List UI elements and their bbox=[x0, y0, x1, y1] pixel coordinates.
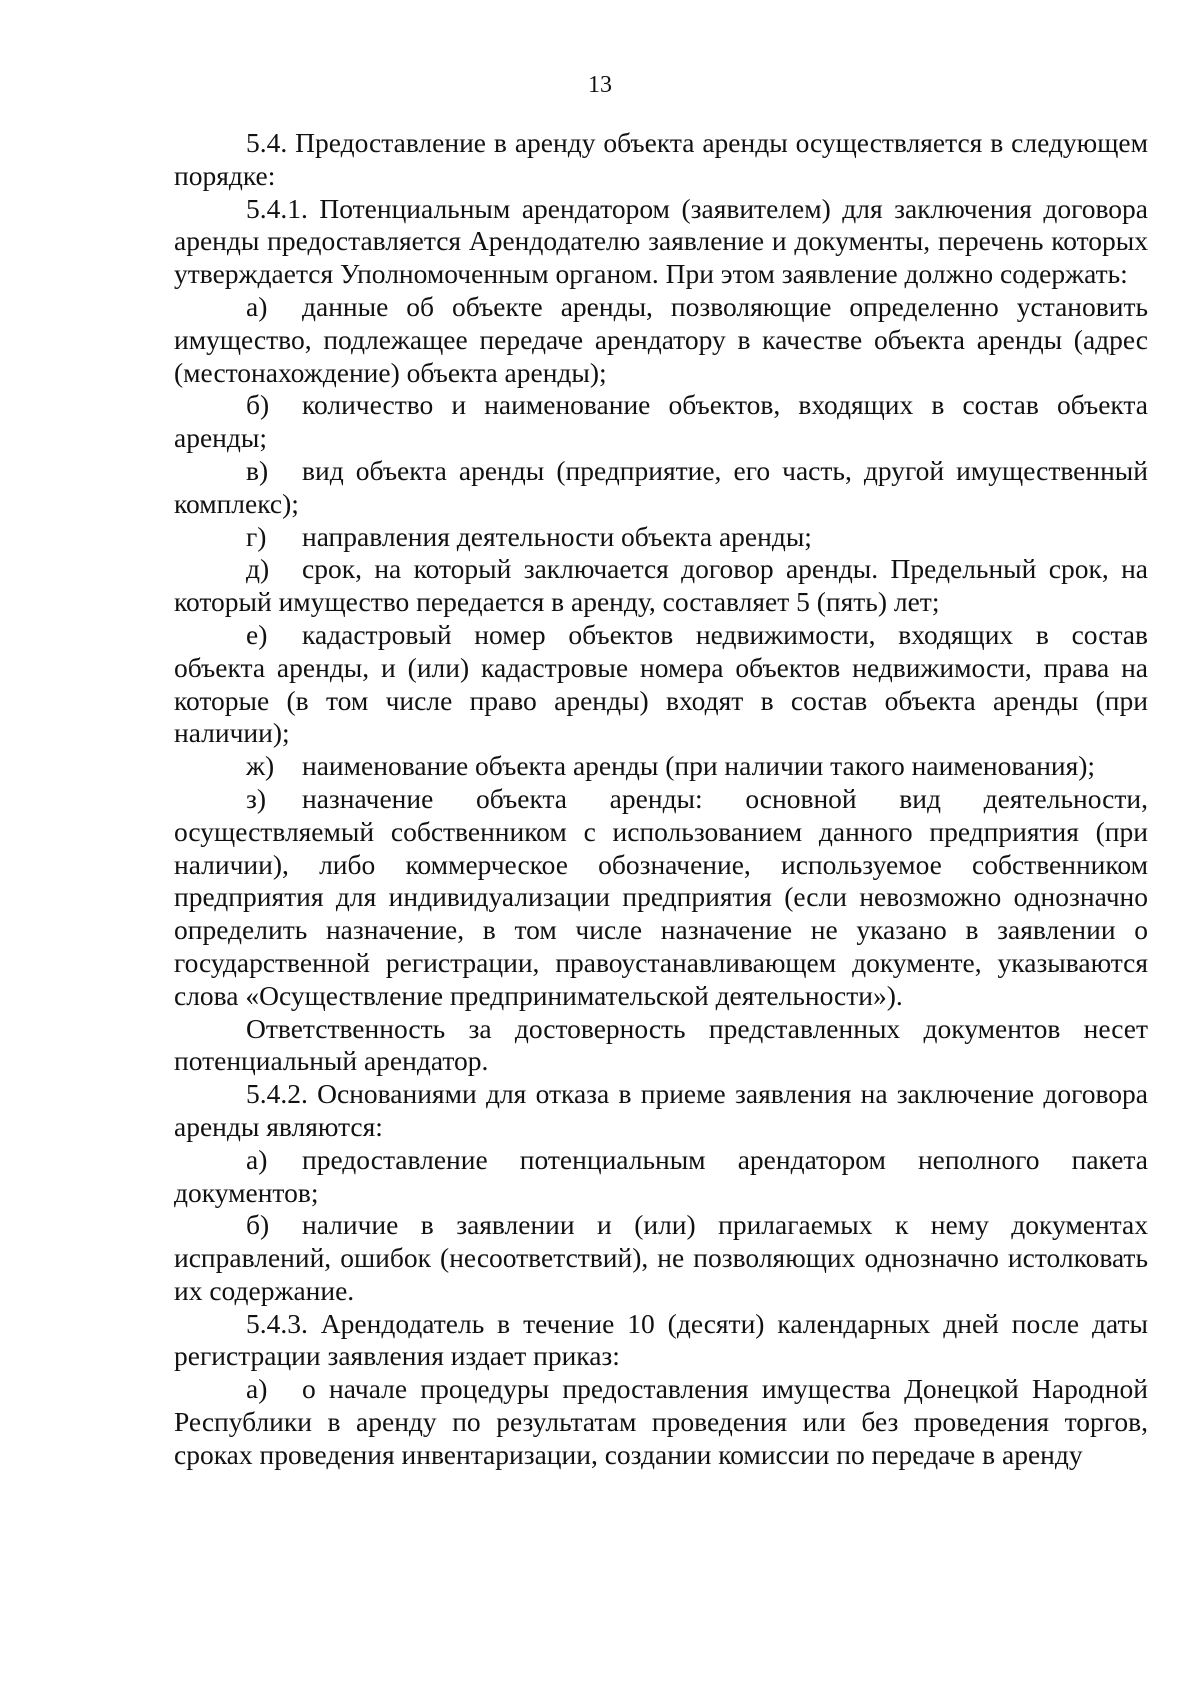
list-marker: е) bbox=[246, 618, 268, 650]
list-item-text: наличие в заявлении и (или) прилагаемых к нему документах исправлений, ошибок (несоответствий), не позволяющих однозначно истолковать их содержание. bbox=[174, 1209, 1148, 1306]
list-marker: а) bbox=[246, 1373, 268, 1405]
list-item bbox=[174, 750, 1148, 783]
list-item-text: вид объекта аренды (предприятие, его часть, другой имущественный комплекс); bbox=[174, 454, 1148, 519]
list-item bbox=[174, 455, 1148, 521]
list-item-text: срок, на который заключается договор аренды. Предельный срок, на который имущество передается в аренду, составляет 5 (пять) лет; bbox=[174, 553, 1148, 618]
paragraph-responsibility: Ответственность за достоверность представленных документов несет потенциальный арендатор. bbox=[174, 1012, 1148, 1077]
list-item-text: кадастровый номер объектов недвижимости, входящих в состав объекта аренды, и (или) кадастровые номера объектов недвижимости, права на которые (в том числе право аренды) входят в состав объекта аренды (при наличии); bbox=[174, 618, 1148, 749]
paragraph-5-4-1: 5.4.1. Потенциальным арендатором (заявителем) для заключения договора аренды предоставляется Арендодателю заявление и документы, перечень которых утверждается Уполномоченным органом. При этом заявление должно содержать: bbox=[174, 192, 1148, 290]
list-item bbox=[174, 291, 1148, 389]
list-marker: д) bbox=[246, 553, 270, 585]
list-item bbox=[174, 1144, 1148, 1210]
paragraph-5-4: 5.4. Предоставление в аренду объекта аренды осуществляется в следующем порядке: bbox=[174, 127, 1148, 191]
list-item bbox=[174, 389, 1148, 455]
list-item bbox=[174, 553, 1148, 619]
list-marker: ж) bbox=[246, 750, 275, 782]
list-marker: б) bbox=[246, 389, 270, 421]
list-marker: а) bbox=[246, 1143, 268, 1175]
list-item-text: о начале процедуры предоставления имущества Донецкой Народной Республики в аренду по результатам проведения или без проведения торгов, сроках проведения инвентаризации, создании комиссии по передаче в аренду bbox=[174, 1373, 1148, 1470]
list-item-text: назначение объекта аренды: основной вид деятельности, осуществляемый собственником с использованием данного предприятия (при наличии), либо коммерческое обозначение, используемое собственником предприятия для индивидуализации предприятия (если невозможно однозначно определить назначение, в том числе назначение не указано в заявлении о государственной регистрации, правоустанавливающем документе, указываются слова «Осуществление предпринимательской деятельности»). bbox=[174, 782, 1148, 1011]
list-marker: г) bbox=[246, 520, 267, 552]
list-item-text: количество и наименование объектов, входящих в состав объекта аренды; bbox=[174, 389, 1148, 454]
paragraph-5-4-3: 5.4.3. Арендодатель в течение 10 (десяти) календарных дней после даты регистрации заявления издает приказ: bbox=[174, 1307, 1148, 1372]
list-item bbox=[174, 1373, 1148, 1471]
list-item-text: направления деятельности объекта аренды; bbox=[302, 520, 812, 552]
list-marker: а) bbox=[246, 290, 268, 322]
list-item bbox=[174, 1209, 1148, 1307]
list-marker: з) bbox=[246, 782, 267, 814]
list-item-text: предоставление потенциальным арендатором неполного пакета документов; bbox=[174, 1143, 1148, 1208]
list-item bbox=[174, 783, 1148, 1013]
list-marker: в) bbox=[246, 454, 269, 486]
paragraph-5-4-2: 5.4.2. Основаниями для отказа в приеме заявления на заключение договора аренды являются: bbox=[174, 1078, 1148, 1142]
page-number: 13 bbox=[588, 72, 612, 98]
document-body bbox=[174, 127, 1148, 1472]
list-item bbox=[174, 521, 1148, 554]
list-marker: б) bbox=[246, 1209, 270, 1241]
list-item bbox=[174, 619, 1148, 750]
list-item-text: данные об объекте аренды, позволяющие определенно установить имущество, подлежащее передаче арендатору в качестве объекта аренды (адрес (местонахождение) объекта аренды); bbox=[174, 290, 1148, 388]
list-item-text: наименование объекта аренды (при наличии такого наименования); bbox=[302, 750, 1096, 782]
